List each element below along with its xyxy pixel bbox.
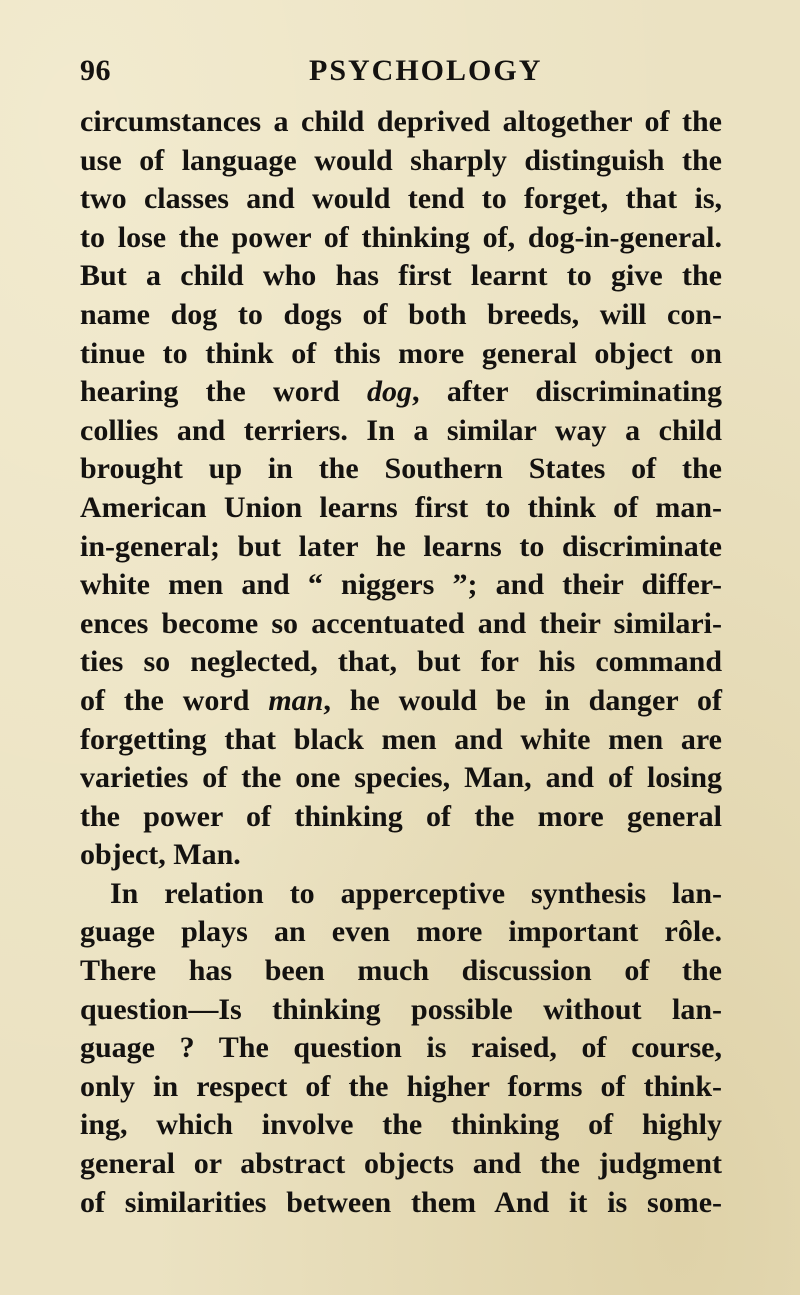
text-line: white men and “ niggers ”; and their differ- [80,568,722,602]
text-line: object, Man. [80,838,241,872]
text-line: brought up in the Southern States of the [80,452,722,486]
text-line: varieties of the one species, Man, and of losing [80,761,722,795]
page-header [80,48,720,96]
text-line: general or abstract objects and the judgment [80,1147,722,1181]
text-line: guage plays an even more important rôle. [80,915,722,949]
text-line: question—Is thinking possible without lan- [80,992,722,1026]
page-number: 96 [80,54,111,87]
text-line: two classes and would tend to forget, that is, [80,182,722,216]
text-line: ties so neglected, that, but for his command [80,645,722,679]
text-line: circumstances a child deprived altogether of the [80,105,722,138]
text-line: of the word man, he would be in danger of [80,683,722,717]
text-line: ences become so accentuated and their similari- [80,606,722,640]
italic-word: man [268,683,324,717]
text-line: ing, which involve the thinking of highly [80,1108,722,1142]
body-text [80,103,722,1222]
text-line: There has been much discussion of the [80,954,722,988]
text-line: collies and terriers. In a similar way a child [80,413,722,447]
text-line: In relation to apperceptive synthesis lan- [110,876,722,910]
text-line: forgetting that black men and white men are [80,722,722,756]
text-line: But a child who has first learnt to give the [80,259,722,293]
running-head: PSYCHOLOGY [309,54,543,87]
text-line: tinue to think of this more general object on [80,336,722,370]
text-line: American Union learns first to think of man- [80,490,722,524]
text-line: use of language would sharply distinguish the [80,143,722,177]
italic-word: dog [367,375,413,409]
text-line: hearing the word dog, after discriminating [80,375,722,409]
text-line: only in respect of the higher forms of think- [80,1069,722,1103]
text-line: guage ? The question is raised, of course, [80,1031,722,1065]
text-line: in-general; but later he learns to discriminate [80,529,722,563]
text-line: of similarities between them And it is some- [80,1185,722,1219]
text-line: the power of thinking of the more general [80,799,722,833]
text-line: to lose the power of thinking of, dog-in-general. [80,220,722,254]
text-line: name dog to dogs of both breeds, will con- [80,297,722,331]
